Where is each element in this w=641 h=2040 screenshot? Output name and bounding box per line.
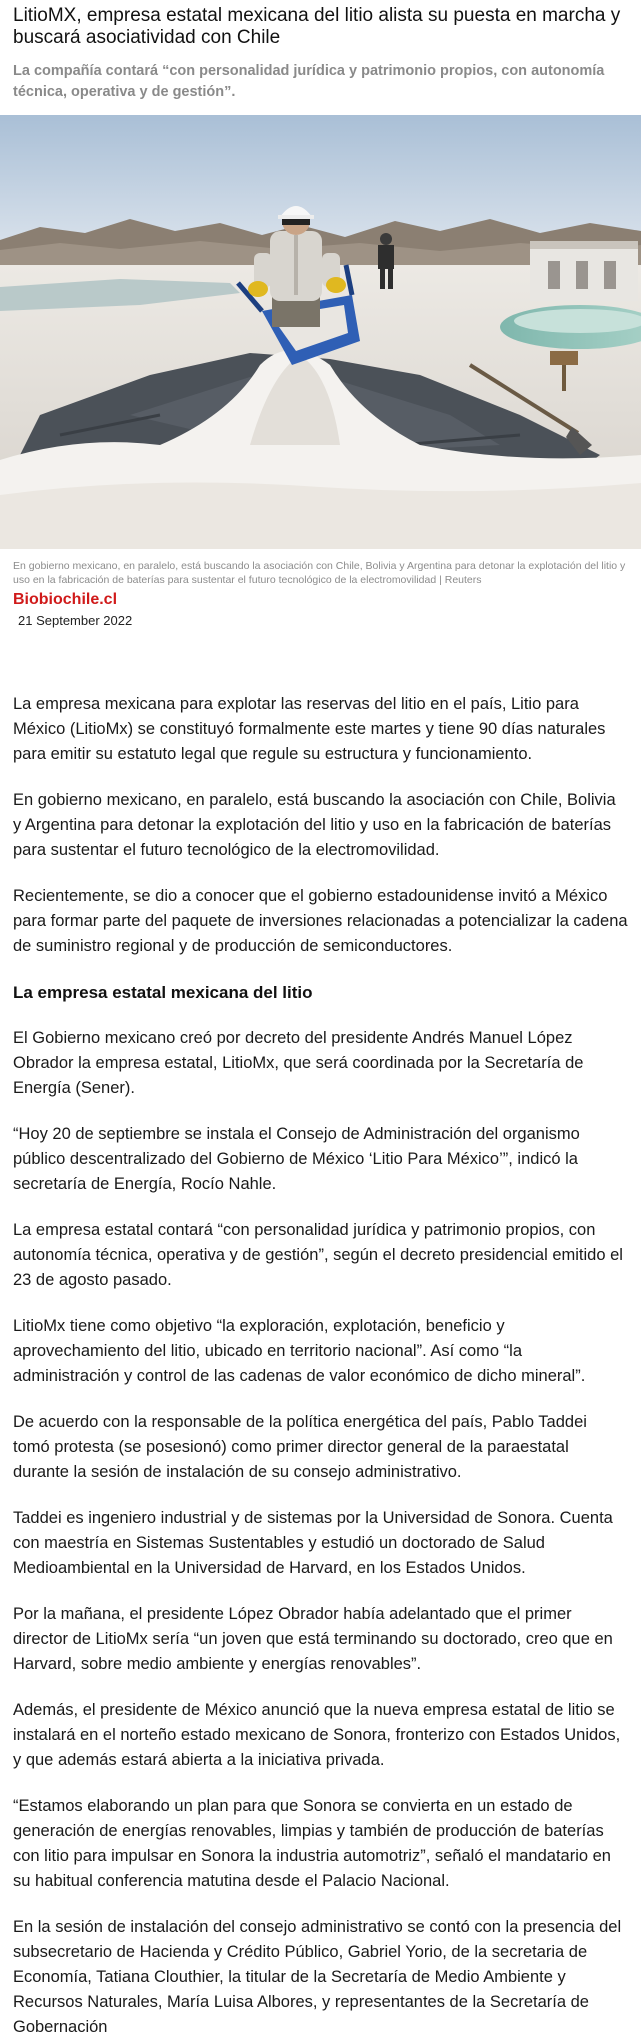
article-body	[0, 630, 641, 2040]
image-caption: En gobierno mexicano, en paralelo, está buscando la asociación con Chile, Bolivia y Argentina para detonar la explotación del litio y uso en la fabricación de baterías para sustentar el futuro tecnológico de la electromovilidad | Reuters	[13, 560, 626, 586]
body-paragraph: En gobierno mexicano, en paralelo, está buscando la asociación con Chile, Bolivia y Argentina para detonar la explotación del litio y uso en la fabricación de baterías para sustentar el futuro tecnológico de la electromovilidad.	[13, 791, 616, 859]
body-paragraph: LitioMx tiene como objetivo “la exploración, explotación, beneficio y aprovechamiento del litio, ubicado en territorio nacional”. Así como “la administración y control de las cadenas de valor económico de dicho mineral”.	[13, 1317, 586, 1385]
source-link[interactable]: Biobiochile.cl	[13, 591, 118, 608]
article-headline: LitioMX, empresa estatal mexicana del litio alista su puesta en marcha y buscará asociatividad con Chile	[13, 5, 621, 48]
article-subheadline: La compañía contará “con personalidad jurídica y patrimonio propios, con autonomía técnica, operativa y de gestión”.	[13, 63, 605, 100]
body-paragraph: El Gobierno mexicano creó por decreto del presidente Andrés Manuel López Obrador la empresa estatal, LitioMx, que será coordinada por la Secretaría de Energía (Sener).	[13, 1029, 584, 1097]
article-photo	[0, 115, 641, 549]
body-paragraph: En la sesión de instalación del consejo administrativo se contó con la presencia del subsecretario de Hacienda y Crédito Público, Gabriel Yorio, de la secretaria de Economía, Tatiana Clouthier, la titular de la Secretaría de Medio Ambiente y Recursos Naturales, María Luisa Albores, y representantes de la Secretaría de Gobernación	[13, 1918, 622, 2036]
body-paragraph: De acuerdo con la responsable de la política energética del país, Pablo Taddei tomó protesta (se posesionó) como primer director general de la paraestatal durante la sesión de instalación de su consejo administrativo.	[13, 1413, 587, 1481]
body-paragraph: Además, el presidente de México anunció que la nueva empresa estatal de litio se instalará en el norteño estado mexicano de Sonora, fronterizo con Estados Unidos, y que además estará abierta a la iniciativa privada.	[13, 1701, 621, 1769]
body-paragraph: “Hoy 20 de septiembre se instala el Consejo de Administración del organismo público descentralizado del Gobierno de México ‘Litio Para México’”, indicó la secretaría de Energía, Rocío Nahle.	[13, 1125, 580, 1193]
body-paragraph: La empresa estatal contará “con personalidad jurídica y patrimonio propios, con autonomía técnica, operativa y de gestión”, según el decreto presidencial emitido el 23 de agosto pasado.	[13, 1221, 623, 1289]
body-paragraph: La empresa mexicana para explotar las reservas del litio en el país, Litio para México (LitioMx) se constituyó formalmente este martes y tiene 90 días naturales para emitir su estatuto legal que regule su estructura y funcionamiento.	[13, 695, 606, 763]
body-paragraph: Por la mañana, el presidente López Obrador había adelantado que el primer director de LitioMx sería “un joven que está terminando su doctorado, creo que en Harvard, sobre medio ambiente y energías renovables”.	[13, 1605, 613, 1673]
body-paragraph: “Estamos elaborando un plan para que Sonora se convierta en un estado de generación de energías renovables, limpias y también de producción de baterías con litio para impulsar en Sonora la industria automotriz”, señaló el mandatario en su habitual conferencia matutina desde el Palacio Nacional.	[13, 1797, 611, 1890]
body-paragraph: Taddei es ingeniero industrial y de sistemas por la Universidad de Sonora. Cuenta con maestría en Sistemas Sustentables y estudió un doctorado de Salud Medioambiental en la Universidad de Harvard, en los Estados Unidos.	[13, 1509, 613, 1577]
publish-date: 21 September 2022	[18, 613, 133, 628]
section-heading: La empresa estatal mexicana del litio	[13, 983, 313, 1002]
body-paragraph: Recientemente, se dio a conocer que el gobierno estadounidense invitó a México para formar parte del paquete de inversiones relacionadas a potencializar la cadena de suministro regional y de producción de semiconductores.	[13, 887, 628, 955]
